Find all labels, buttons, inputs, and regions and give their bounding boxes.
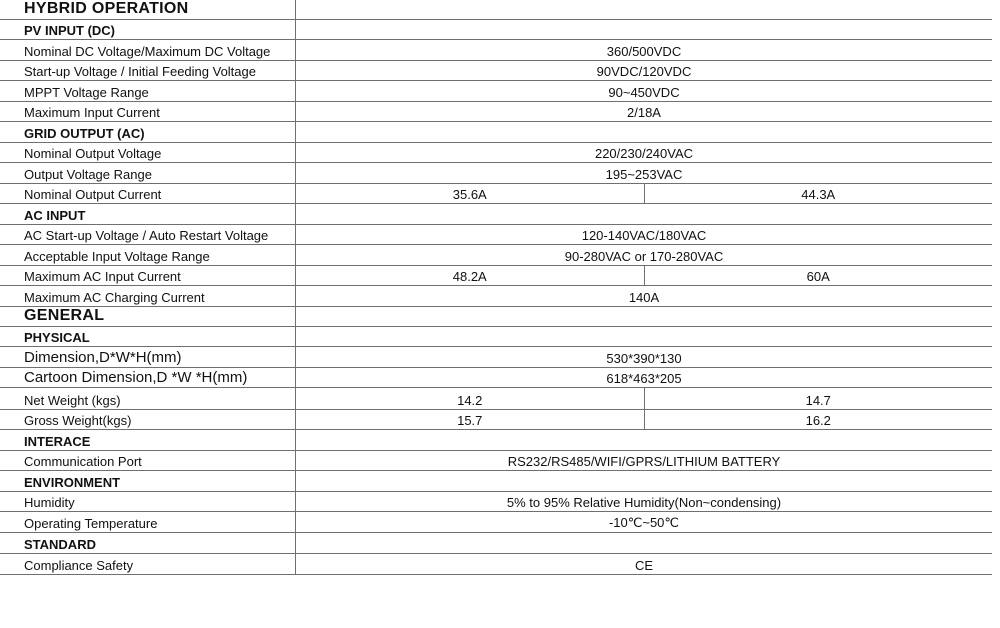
spec-row	[0, 143, 992, 163]
spec-value: 90VDC/120VDC	[596, 64, 692, 79]
section-title: ENVIRONMENT	[0, 471, 296, 491]
spec-row	[0, 512, 992, 533]
spec-value: 90-280VAC or 170-280VAC	[564, 249, 724, 264]
spec-value: 618*463*205	[606, 371, 682, 386]
spec-label: Cartoon Dimension,D *W *H(mm)	[0, 368, 296, 387]
spec-value: 90~450VDC	[608, 85, 680, 100]
spec-values	[296, 388, 992, 409]
spec-row	[0, 102, 992, 122]
spec-values	[296, 492, 992, 511]
spec-row	[0, 245, 992, 266]
spec-values	[296, 225, 992, 244]
spec-values	[296, 327, 992, 346]
spec-value: 14.2	[457, 393, 483, 408]
spec-row	[0, 554, 992, 575]
spec-values	[296, 471, 992, 491]
spec-value: 60A	[644, 266, 993, 285]
spec-values	[296, 61, 992, 80]
section-title: STANDARD	[0, 533, 296, 553]
spec-label: Dimension,D*W*H(mm)	[0, 347, 296, 367]
spec-row	[0, 368, 992, 388]
section-title: GRID OUTPUT (AC)	[0, 122, 296, 142]
section-header-row	[0, 471, 992, 492]
section-header-row	[0, 20, 992, 40]
spec-value: -10℃~50℃	[608, 515, 680, 530]
spec-values	[296, 0, 992, 19]
spec-values	[296, 307, 992, 326]
spec-value: 2/18A	[627, 105, 661, 120]
section-title: PV INPUT (DC)	[0, 20, 296, 39]
spec-value: RS232/RS485/WIFI/GPRS/LITHIUM BATTERY	[507, 454, 781, 469]
spec-label: Compliance Safety	[0, 554, 296, 574]
spec-values	[296, 286, 992, 306]
spec-values	[296, 204, 992, 224]
spec-values	[296, 512, 992, 532]
section-header-row	[0, 533, 992, 554]
spec-label: Humidity	[0, 492, 296, 511]
spec-value: CE	[634, 558, 654, 573]
spec-row	[0, 225, 992, 245]
spec-label: Nominal Output Current	[0, 184, 296, 203]
spec-label: Output Voltage Range	[0, 163, 296, 183]
spec-values	[296, 347, 992, 367]
spec-values	[296, 410, 992, 429]
section-title: INTERACE	[0, 430, 296, 450]
spec-values	[296, 430, 992, 450]
spec-values	[296, 143, 992, 162]
spec-value: 15.7	[457, 413, 483, 428]
spec-value: 140A	[628, 290, 660, 305]
spec-row	[0, 40, 992, 61]
section-header-row	[0, 327, 992, 347]
spec-label: Nominal DC Voltage/Maximum DC Voltage	[0, 40, 296, 60]
spec-value: 16.2	[644, 410, 993, 429]
spec-values	[296, 122, 992, 142]
spec-value: 48.2A	[452, 269, 487, 284]
spec-values	[296, 81, 992, 101]
section-header-row	[0, 307, 992, 327]
spec-values	[296, 451, 992, 470]
spec-label: Communication Port	[0, 451, 296, 470]
spec-row	[0, 347, 992, 368]
spec-label: Nominal Output Voltage	[0, 143, 296, 162]
spec-label: Operating Temperature	[0, 512, 296, 532]
spec-value: 14.7	[644, 388, 993, 409]
spec-label: Maximum Input Current	[0, 102, 296, 121]
spec-value: 195~253VAC	[605, 167, 683, 182]
section-title: GENERAL	[0, 307, 296, 326]
spec-row	[0, 451, 992, 471]
spec-values	[296, 163, 992, 183]
spec-value: 360/500VDC	[606, 44, 682, 59]
section-header-row	[0, 430, 992, 451]
spec-values	[296, 368, 992, 387]
section-header-row	[0, 204, 992, 225]
spec-row	[0, 492, 992, 512]
spec-row	[0, 61, 992, 81]
spec-value: 35.6A	[452, 187, 487, 202]
spec-values	[296, 40, 992, 60]
spec-row	[0, 286, 992, 307]
spec-values	[296, 533, 992, 553]
spec-value: 530*390*130	[606, 351, 682, 366]
section-title: AC INPUT	[0, 204, 296, 224]
section-title: HYBRID OPERATION	[0, 0, 296, 19]
spec-label: Gross Weight(kgs)	[0, 410, 296, 429]
spec-values	[296, 245, 992, 265]
spec-row	[0, 163, 992, 184]
spec-row	[0, 266, 992, 286]
section-header-row	[0, 0, 992, 20]
spec-row	[0, 410, 992, 430]
spec-label: Maximum AC Charging Current	[0, 286, 296, 306]
spec-label: AC Start-up Voltage / Auto Restart Voltage	[0, 225, 296, 244]
spec-value: 5% to 95% Relative Humidity(Non~condensing)	[506, 495, 782, 510]
spec-values	[296, 266, 992, 285]
spec-values	[296, 184, 992, 203]
spec-label: Start-up Voltage / Initial Feeding Voltage	[0, 61, 296, 80]
spec-label: MPPT Voltage Range	[0, 81, 296, 101]
spec-value: 120-140VAC/180VAC	[581, 228, 707, 243]
spec-values	[296, 20, 992, 39]
section-title: PHYSICAL	[0, 327, 296, 346]
spec-value: 44.3A	[644, 184, 993, 203]
spec-label: Maximum AC Input Current	[0, 266, 296, 285]
section-header-row	[0, 122, 992, 143]
spec-value: 220/230/240VAC	[594, 146, 694, 161]
spec-label: Acceptable Input Voltage Range	[0, 245, 296, 265]
spec-values	[296, 102, 992, 121]
spec-row	[0, 388, 992, 410]
spec-label: Net Weight (kgs)	[0, 388, 296, 409]
spec-row	[0, 81, 992, 102]
spec-row	[0, 184, 992, 204]
spec-values	[296, 554, 992, 574]
